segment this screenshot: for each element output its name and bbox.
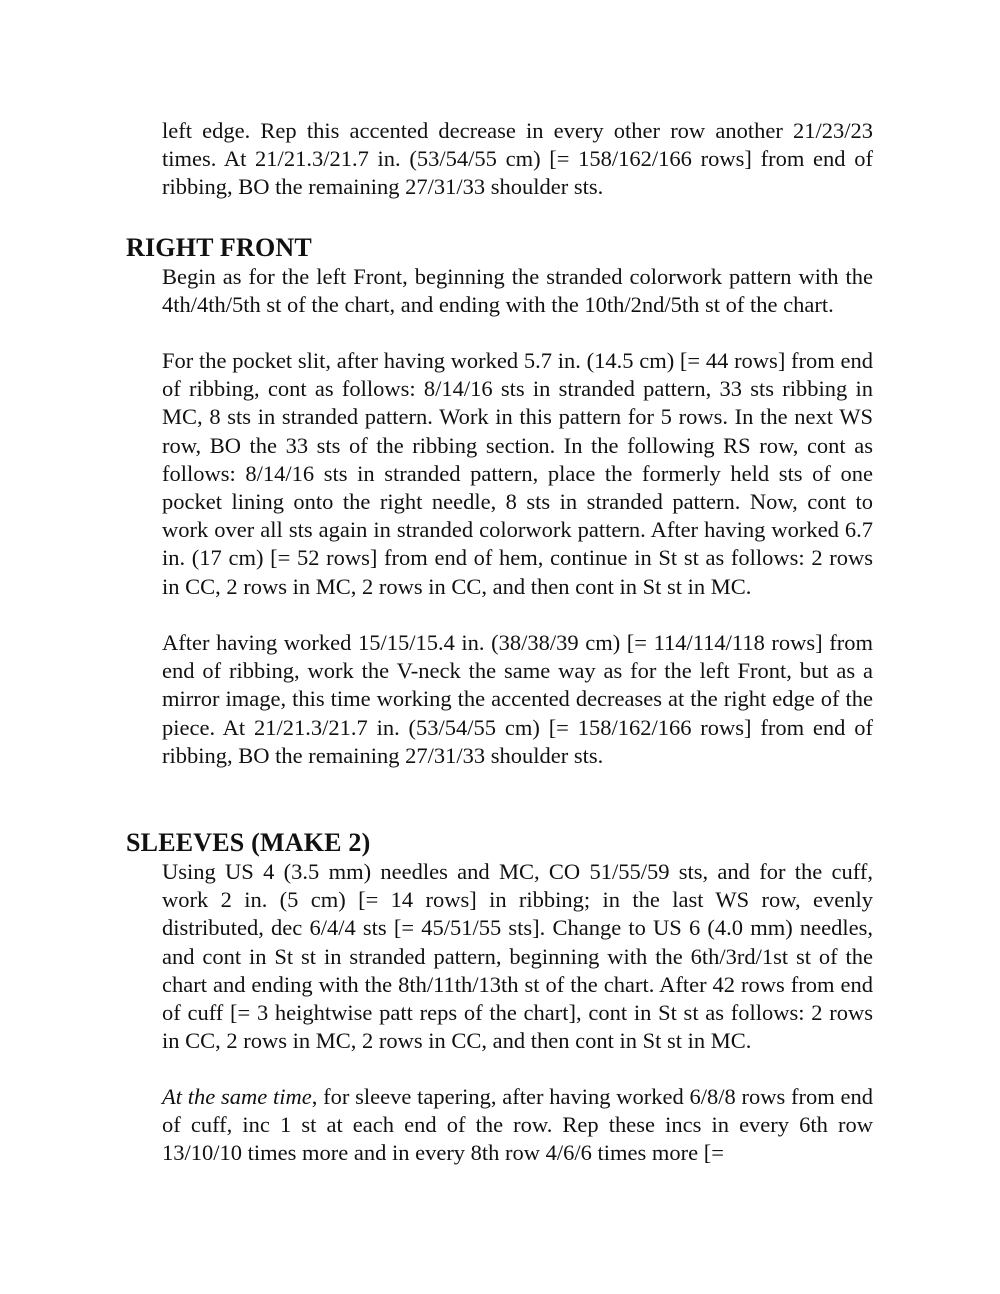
right-front-paragraph-1: Begin as for the left Front, beginning the stranded colorwork pattern with the 4th/4th/5th st of the chart, and ending with the 10th/2nd/5th st of the chart. (162, 264, 873, 318)
sleeves-paragraph-1: Using US 4 (3.5 mm) needles and MC, CO 51/55/59 sts, and for the cuff, work 2 in. (5 cm) [= 14 rows] in ribbing; in the last WS row, evenly distributed, dec 6/4/4 sts [= 45/51/55 sts]. Change to US 6 (4.0 mm) needles, and cont in St st in stranded pattern, beginning with the 6th/3rd/1st st of the chart and ending with the 8th/11th/13th st of the chart. After 42 rows from end of cuff [= 3 heightwise patt reps of the chart], cont in St st as follows: 2 rows in CC, 2 rows in MC, 2 rows in CC, and then cont in St st in MC. (162, 859, 873, 1054)
sleeves-heading: SLEEVES (MAKE 2) (126, 828, 371, 857)
right-front-heading: RIGHT FRONT (126, 233, 312, 262)
intro-paragraph: left edge. Rep this accented decrease in every other row another 21/23/23 times. At 21/21.3/21.7 in. (53/54/55 cm) [= 158/162/166 rows] from end of ribbing, BO the remaining 27/31/33 shoulder sts. (162, 118, 873, 200)
sleeves-paragraph-2 (162, 1083, 873, 1168)
at-the-same-time-emphasis: At the same time (162, 1084, 312, 1109)
right-front-paragraph-3: After having worked 15/15/15.4 in. (38/38/39 cm) [= 114/114/118 rows] from end of ribbing, work the V-neck the same way as for the left Front, but as a mirror image, this time working the accented decreases at the right edge of the piece. At 21/21.3/21.7 in. (53/54/55 cm) [= 158/162/166 rows] from end of ribbing, BO the remaining 27/31/33 shoulder sts. (162, 630, 873, 768)
sleeves-paragraph-2-text: , for sleeve tapering, after having worked 6/8/8 rows from end of cuff, inc 1 st at each end of the row. Rep these incs in every 6th row 13/10/10 times more and in every 8th row 4/6/6 times more [= (162, 1084, 873, 1166)
right-front-paragraph-2: For the pocket slit, after having worked 5.7 in. (14.5 cm) [= 44 rows] from end of ribbing, cont as follows: 8/14/16 sts in stranded pattern, 33 sts ribbing in MC, 8 sts in stranded pattern. Work in this pattern for 5 rows. In the next WS row, BO the 33 sts of the ribbing section. In the following RS row, cont as follows: 8/14/16 sts in stranded pattern, place the formerly held sts of one pocket lining onto the right needle, 8 sts in stranded pattern. Now, cont to work over all sts again in stranded colorwork pattern. After having worked 6.7 in. (17 cm) [= 52 rows] from end of hem, continue in St st as follows: 2 rows in CC, 2 rows in MC, 2 rows in CC, and then cont in St st in MC. (162, 348, 873, 599)
